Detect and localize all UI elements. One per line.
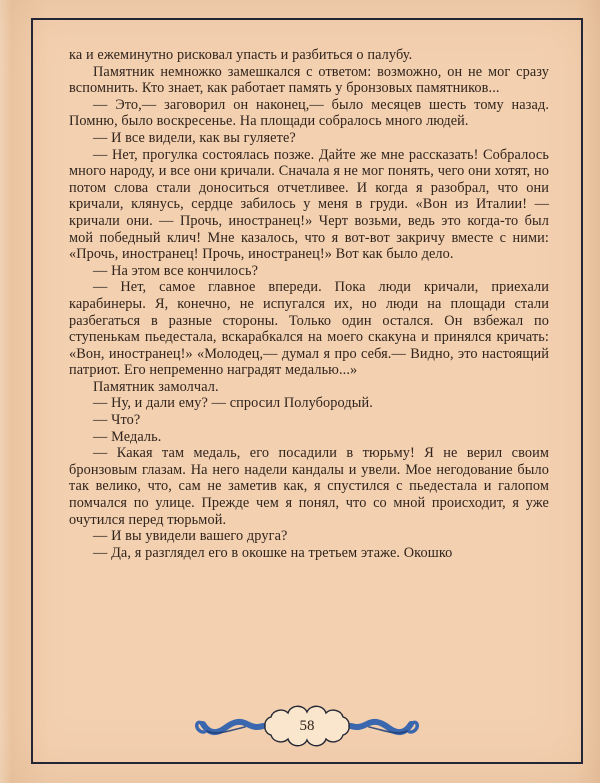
page-footer <box>33 704 581 748</box>
paragraph: — Нет, самое главное впереди. Пока люди кричали, приехали карабинеры. Я, конечно, не испугался их, но люди на площади стали разбегаться в разные стороны. Только один остался. Он взбежал по ступенькам пьедестала, вскарабкался на моего скакуна и принялся кричать: «Вон, иностранец!» «Молодец,— думал я про себя.— Видно, это настоящий патриот. Его непременно наградят медалью...» <box>69 279 549 379</box>
paragraph: — Что? <box>93 412 141 429</box>
page-border-frame <box>31 18 583 764</box>
paragraph: ка и ежеминутно рисковал упасть и разбиться о палубу. <box>69 47 413 63</box>
paragraph: — На этом все кончилось? <box>93 262 259 279</box>
page-text <box>69 47 549 561</box>
page-number: 58 <box>299 718 315 734</box>
paragraph: — Медаль. <box>93 428 162 445</box>
paragraph: — Нет, прогулка состоялась позже. Дайте же мне рассказать! Собралось много народу, и все они кричали. Сначала я не мог понять, чего они хотят, но потом слова стали доноситься отчетливее. И когда я разобрал, что они кричали, клянусь, сердце забилось у меня в груди. «Вон из Италии! — кричали они. — Прочь, иностранец!» Черт возьми, ведь это когда-то был мой победный клич! Мне казалось, что я вот-вот закричу вместе с ними: «Прочь, иностранец! Прочь, иностранец!» Вот как было дело. <box>69 146 549 263</box>
paragraph: — Это,— заговорил он наконец,— было месяцев шесть тому назад. Помню, было воскресенье. На площади собралось много людей. <box>69 96 549 130</box>
paragraph: — И все видели, как вы гуляете? <box>93 129 296 146</box>
page-number-ornament <box>187 704 427 748</box>
paragraph: Памятник замолчал. <box>93 378 219 395</box>
paragraph: — Какая там медаль, его посадили в тюрьму! Я не верил своим бронзовым глазам. На него надели кандалы и увели. Мое негодование было так велико, что, сам не заметив как, я спустился с пьедестала и галопом помчался по улице. Прежде чем я понял, что со мной происходит, я уже очутился перед тюрьмой. <box>69 445 549 528</box>
paragraph: Памятник немножко замешкался с ответом: возможно, он не мог сразу вспомнить. Кто знает, как работает память у бронзовых памятников... <box>69 63 549 97</box>
paragraph: — Да, я разглядел его в окошке на третьем этаже. Окошко <box>93 544 453 561</box>
paragraph: — И вы увидели вашего друга? <box>93 528 288 545</box>
paragraph: — Ну, и дали ему? — спросил Полубородый. <box>93 395 373 412</box>
